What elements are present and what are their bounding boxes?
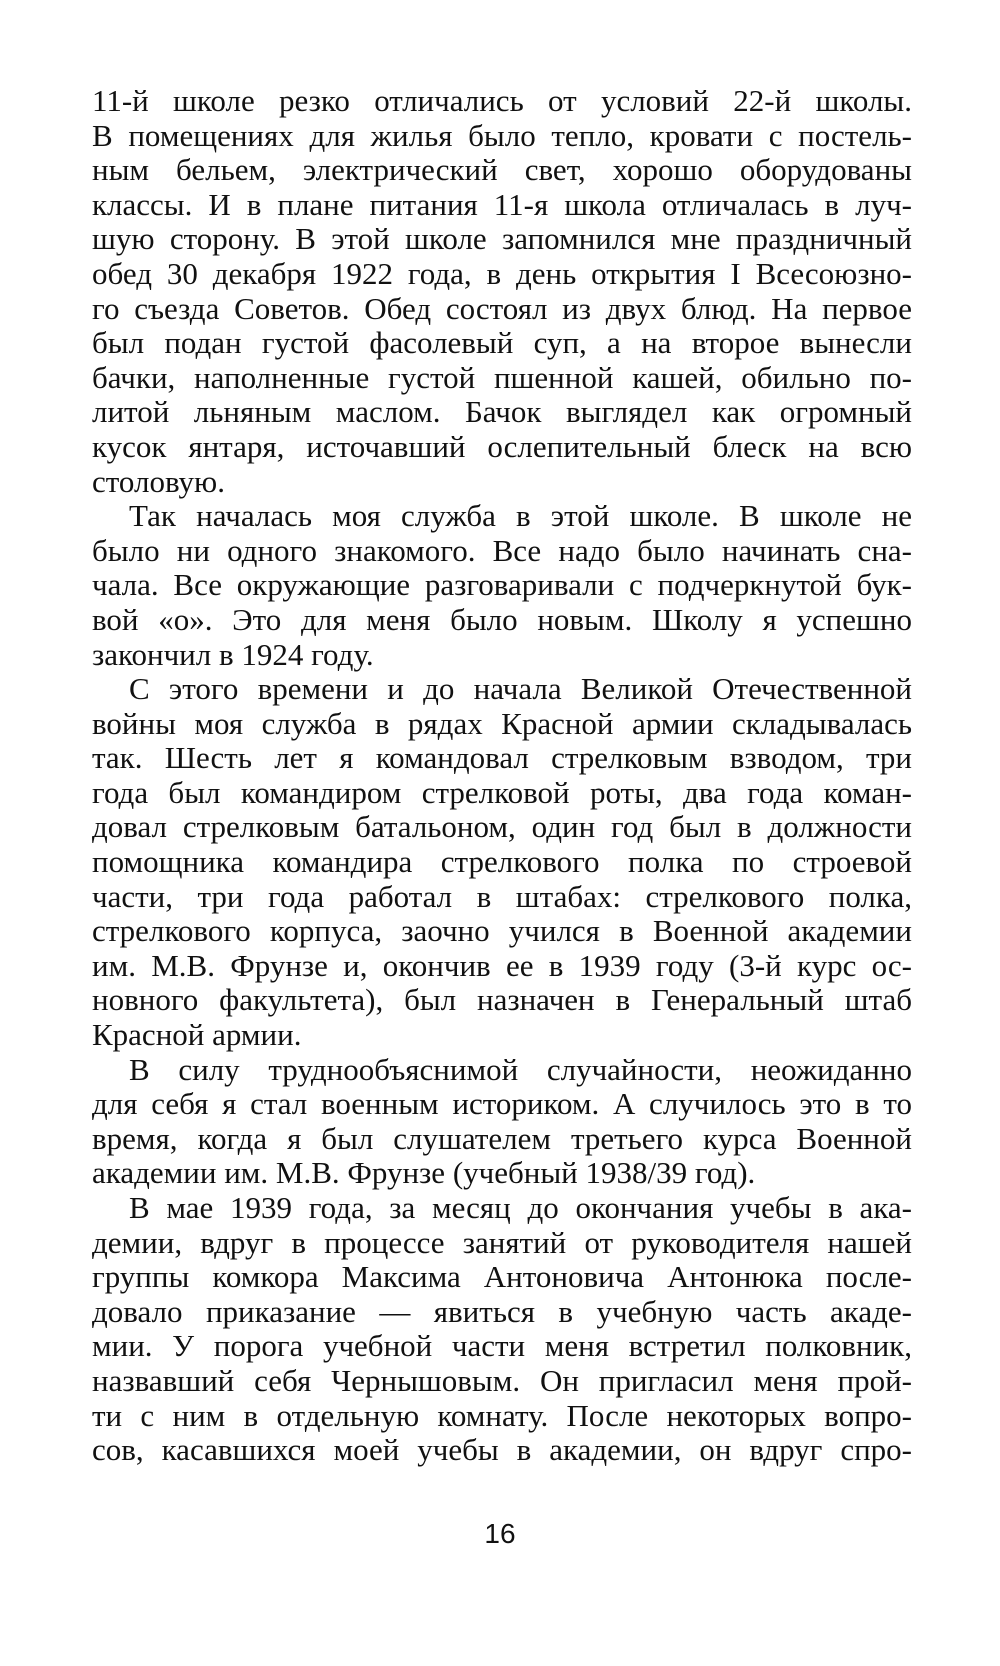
text-line: для себя я стал военным историком. А случилось это в то (92, 1086, 912, 1122)
text-line: сов, касавшихся моей учебы в академии, он вдруг спро- (92, 1432, 912, 1468)
text-line: В мае 1939 года, за месяц до окончания учебы в ака- (129, 1190, 912, 1225)
text-line: года был командиром стрелковой роты, два года коман- (92, 774, 912, 810)
text-line: войны моя служба в рядах Красной армии складывалась (92, 705, 912, 741)
text-line: С этого времени и до начала Великой Отечественной (129, 671, 912, 707)
text-line: классы. И в плане питания 11-я школа отличалась в луч- (92, 186, 912, 222)
text-line: В помещениях для жилья было тепло, кровати с постель- (92, 117, 912, 153)
text-line: стрелкового корпуса, заочно учился в Военной академии (92, 913, 912, 949)
text-line: академии им. М.В. Фрунзе (учебный 1938/39 год). (92, 1155, 756, 1191)
text-line: столовую. (92, 463, 225, 499)
page-number: 16 (484, 1518, 516, 1549)
text-line: части, три года работал в штабах: стрелкового полка, (92, 878, 912, 914)
text-line: 11-й школе резко отличались от условий 22-й школы. (92, 83, 912, 118)
text-line: ным бельем, электрический свет, хорошо оборудованы (92, 152, 912, 188)
text-line: им. М.В. Фрунзе и, окончив ее в 1939 году (3-й курс ос- (92, 947, 912, 983)
text-line: время, когда я был слушателем третьего курса Военной (92, 1120, 912, 1156)
paragraph-1 (92, 84, 912, 499)
paragraph-4 (92, 1053, 912, 1191)
text-line: было ни одного знакомого. Все надо было начинать сна- (92, 532, 912, 568)
paragraph-3 (92, 672, 912, 1053)
text-line: закончил в 1924 году. (92, 636, 374, 672)
text-line: помощника командира стрелкового полка по строевой (92, 844, 912, 880)
text-line: чала. Все окружающие разговаривали с подчеркнутой бук- (92, 567, 912, 603)
paragraph-2 (92, 499, 912, 672)
text-line: ти с ним в отдельную комнату. После некоторых вопро- (92, 1397, 912, 1433)
text-line: кусок янтаря, источавший ослепительный блеск на всю (92, 428, 912, 464)
text-line: го съезда Советов. Обед состоял из двух блюд. На первое (92, 290, 912, 326)
text-line: довал стрелковым батальоном, один год был в должности (92, 809, 912, 845)
text-line: шую сторону. В этой школе запомнился мне праздничный (92, 221, 912, 257)
text-line: назвавший себя Чернышовым. Он пригласил меня прой- (92, 1362, 912, 1398)
text-line: был подан густой фасолевый суп, а на второе вынесли (92, 325, 912, 361)
text-line: Так началась моя служба в этой школе. В школе не (129, 498, 912, 534)
text-line: новного факультета), был назначен в Генеральный штаб (92, 982, 912, 1018)
text-line: В силу труднообъяснимой случайности, неожиданно (129, 1051, 912, 1087)
text-line: довало приказание — явиться в учебную часть акаде- (92, 1293, 912, 1329)
text-line: группы комкора Максима Антоновича Антонюка после- (92, 1259, 912, 1295)
text-line: Красной армии. (92, 1017, 302, 1053)
text-line: обед 30 декабря 1922 года, в день открытия I Всесоюзно- (92, 255, 912, 291)
text-line: демии, вдруг в процессе занятий от руководителя нашей (92, 1224, 912, 1260)
book-page-text (92, 84, 912, 1468)
paragraph-5 (92, 1191, 912, 1468)
text-line: мии. У порога учебной части меня встретил полковник, (92, 1328, 912, 1364)
text-line: так. Шесть лет я командовал стрелковым взводом, три (92, 740, 912, 776)
text-line: бачки, наполненные густой пшенной кашей, обильно по- (92, 359, 912, 395)
text-line: литой льняным маслом. Бачок выглядел как огромный (92, 394, 912, 430)
text-line: вой «о». Это для меня было новым. Школу я успешно (92, 601, 912, 637)
